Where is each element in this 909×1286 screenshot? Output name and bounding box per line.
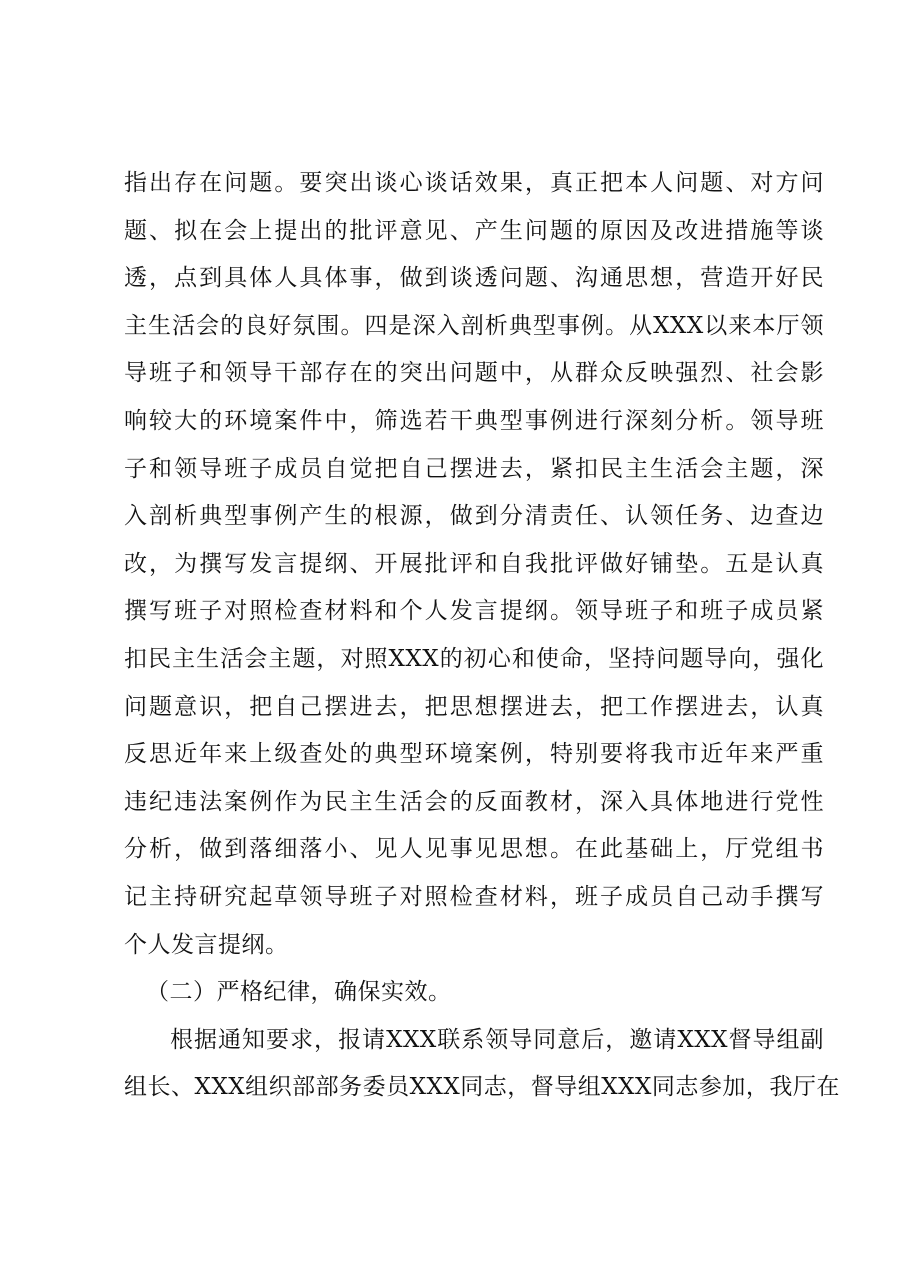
paragraph-line: 反思近年来上级查处的典型环境案例，特别要将我市近年来严重 bbox=[124, 741, 824, 768]
paragraph-line: 记主持研究起草领导班子对照检查材料，班子成员自己动手撰写 bbox=[124, 883, 824, 910]
paragraph-line: 透，点到具体人具体事，做到谈透问题、沟通思想，营造开好民 bbox=[124, 265, 824, 292]
paragraph-line: 指出存在问题。要突出谈心谈话效果，真正把本人问题、对方问 bbox=[124, 170, 824, 196]
paragraph-line: 问题意识，把自己摆进去，把思想摆进去，把工作摆进去，认真 bbox=[124, 693, 824, 720]
paragraph-line: 题、拟在会上提出的批评意见、产生问题的原因及改进措施等谈 bbox=[124, 217, 824, 244]
section-heading: （二）严格纪律，确保实效。 bbox=[146, 979, 452, 1006]
paragraph-line: 撰写班子对照检查材料和个人发言提纲。领导班子和班子成员紧 bbox=[124, 598, 824, 625]
paragraph-line: 根据通知要求，报请XXX联系领导同意后，邀请XXX督导组副 bbox=[170, 1026, 824, 1053]
paragraph-line: 改，为撰写发言提纲、开展批评和自我批评做好铺垫。五是认真 bbox=[124, 550, 824, 577]
paragraph-line: 扣民主生活会主题，对照XXX的初心和使命，坚持问题导向，强化 bbox=[124, 645, 824, 672]
paragraph-line: 响较大的环境案件中，筛选若干典型事例进行深刻分析。领导班 bbox=[124, 407, 824, 434]
paragraph-line: 子和领导班子成员自觉把自己摆进去，紧扣民主生活会主题，深 bbox=[124, 455, 824, 482]
paragraph-line: 主生活会的良好氛围。四是深入剖析典型事例。从XXX以来本厅领 bbox=[124, 312, 824, 339]
paragraph-line: 导班子和领导干部存在的突出问题中，从群众反映强烈、社会影 bbox=[124, 360, 824, 387]
paragraph-line: 违纪违法案例作为民主生活会的反面教材，深入具体地进行党性 bbox=[124, 788, 824, 815]
paragraph-line: 入剖析典型事例产生的根源，做到分清责任、认领任务、边查边 bbox=[124, 503, 824, 530]
paragraph-line: 个人发言提纲。 bbox=[124, 931, 289, 958]
document-body bbox=[124, 160, 840, 1112]
paragraph-line: 分析，做到落细落小、见人见事见思想。在此基础上，厅党组书 bbox=[124, 836, 824, 863]
paragraph-line: 组长、XXX组织部部务委员XXX同志，督导组XXX同志参加，我厅在 bbox=[124, 1074, 840, 1101]
